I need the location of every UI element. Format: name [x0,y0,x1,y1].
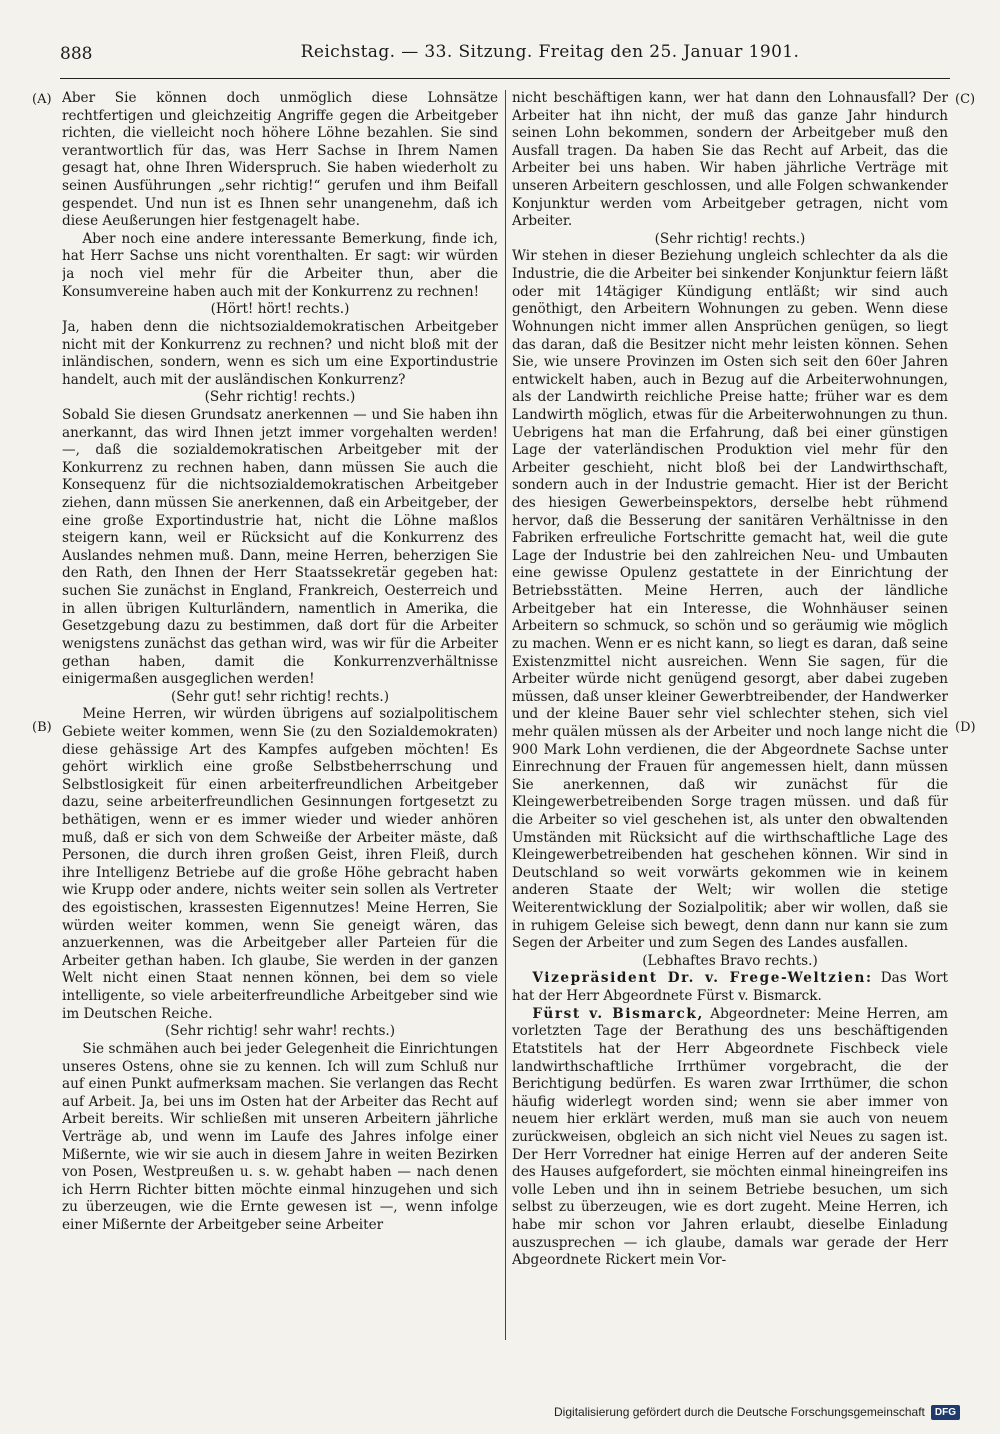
speech-text: Abgeordneter: Meine Herren, am vorletzten Tage der Berathung des uns beschäftigenden Etatstitels hat der Herr Abgeordnete Fischbeck viele landwirthschaftliche Irrthümer vorgebracht, die der Berichtigung bedürfen. Es waren zwar Irrthümer, die schon häufig widerlegt worden sind; wenn sie aber immer von neuem hier erklärt werden, muß man sie auch von neuem zurückweisen, obgleich an sich nicht viel Neues zu sagen ist. Der Herr Vorredner hat einige Herren auf der anderen Seite des Hauses aufgefordert, sie möchten einmal hineingreifen ins volle Leben und ihn in seinem Betriebe besuchen, um sich selbst zu überzeugen, wie es dort zugeht. Meine Herren, ich habe mir schon vor Jahren erlaubt, dieselbe Einladung auszusprechen — ich glaube, damals war gerade der Herr Abgeordnete Rickert mein Vor- [512,1005,948,1269]
paragraph: nicht beschäftigen kann, wer hat dann den Lohnausfall? Der Arbeiter hat ihn nicht, der muß das ganze Jahr hindurch seinen Lohn bekommen, sondern der Arbeitgeber muß den Ausfall tragen. Da haben Sie das Recht auf Arbeit, das die Arbeiter bei uns haben. Wir haben jährliche Verträge mit unseren Arbeitern geschlossen, und alle Folgen schwankender Konjunktur werden vom Arbeitgeber getragen, nicht vom Arbeiter. [512,90,948,230]
margin-mark-c: (C) [955,92,976,107]
speech-bismarck [512,1006,948,1270]
digitization-credit: Digitalisierung gefördert durch die Deutsche Forschungsgemeinschaft [554,1405,925,1419]
header-rule [60,78,950,79]
margin-mark-b: (B) [32,720,52,735]
interjection: (Sehr richtig! rechts.) [654,230,806,247]
right-column [512,90,948,1344]
paragraph: Sie schmähen auch bei jeder Gelegenheit die Einrichtungen unseres Ostens, ohne sie zu kennen. Ich will zum Schluß nur auf einen Punkt aufmerksam machen. Sie verlangen das Recht auf Arbeit. Ja, bei uns im Osten hat der Arbeiter das Recht auf Arbeit bereits. Wir schließen mit unseren Arbeitern jährliche Verträge ab, und wenn im Laufe des Jahres infolge einer Mißernte, wie wir sie auch in diesem Jahre in weiten Bezirken von Posen, Westpreußen u. s. w. gehabt haben — nach denen ich Herrn Richter bitten möchte einmal hinzugehen und sich zu überzeugen, wie die Ernte gewesen ist —, wenn infolge einer Mißernte der Arbeitgeber seine Arbeiter [62,1040,498,1233]
page-number: 888 [60,44,93,64]
speech-text: Das Wort hat der Herr Abgeordnete Fürst v. Bismarck. [512,970,948,1005]
interjection: (Sehr richtig! sehr wahr! rechts.) [164,1023,396,1040]
column-divider [505,90,506,1340]
interjection: (Sehr richtig! rechts.) [204,389,356,406]
footer-credit [554,1402,960,1422]
margin-mark-d: (D) [955,720,976,735]
paragraph: Wir stehen in dieser Beziehung ungleich schlechter da als die Industrie, die die Arbeiter bei sinkender Konjunktur feiern läßt oder mit 14tägiger Kündigung entläßt; wir sind auch genöthigt, den Arbeitern Wohnungen zu geben. Wenn diese Wohnungen nicht immer allen Ansprüchen genügen, so liegt das daran, daß die Besitzer nicht mehr leisten können. Sehen Sie, wie unsere Provinzen im Osten sich seit den 60er Jahren entwickelt haben, auch in Bezug auf die Arbeiterwohnungen, als der Landwirth reichliche Preise hatte; früher war es dem Landwirth möglich, etwas für die Arbeiterwohnungen zu thun. Uebrigens hat man die Erfahrung, daß bei einer günstigen Lage der vaterländischen Produktion viel mehr für den Arbeiter geschieht, nicht bloß bei der Landwirthschaft, sondern auch in der Industrie gemacht. Hier ist der Bericht des hiesigen Gewerbeinspektors, derselbe hebt rühmend hervor, daß die Besserung der sanitären Verhältnisse in den Fabriken erfreuliche Fortschritte gemacht hat, weil die gute Lage der Industrie bei den zahlreichen Neu- und Umbauten eine gewisse Opulenz gestattete in der Einrichtung der Betriebsstätten. Meine Herren, auch der ländliche Arbeitgeber hat ein Interesse, die Wohnhäuser seinen Arbeitern so schmuck, so schön und so geräumig wie möglich zu machen. Wenn er es nicht kann, so liegt es daran, daß seine Existenzmittel nicht ausreichen. Wenn Sie sagen, für die Arbeiter würde nicht genügend gesorgt, aber dabei zugeben müssen, daß unser kleiner Gewerbtreibender, der Handwerker und der kleine Bauer sehr viel schlechter stehen, sich viel mehr quälen müssen als der Arbeiter und noch lange nicht die 900 Mark Lohn verdienen, die der Abgeordnete Sachse unter Einrechnung der Frauen für angemessen hielt, dann müssen Sie anerkennen, daß wir zunächst für die Kleingewerbetreibenden Sorge tragen müssen. und daß für die Arbeiter so viel geschehen ist, als unter den obwaltenden Umständen mit Rücksicht auf die wirthschaftliche Lage des Kleingewerbetreibenden hat geschehen können. Wir sind in Deutschland so weit vorwärts gekommen wie in keinem anderen Staate der Welt; wir wollen die stetige Weiterentwicklung der Sozialpolitik; aber wir wollen, daß sie in ruhigem Geleise sich bewegt, denn dann nur kann sie zum Segen der Arbeiter und zum Segen des Landes ausfallen. [512,248,948,952]
margin-mark-a: (A) [32,92,52,107]
paragraph: Ja, haben denn die nichtsozialdemokratischen Arbeitgeber nicht mit der Konkurrenz zu rechnen? und nicht bloß mit der inländischen, sondern, wenn es sich um eine Exportindustrie handelt, auch mit der ausländischen Konkurrenz? [62,318,498,388]
interjection: (Hört! hört! rechts.) [210,301,350,318]
left-column [62,90,498,1344]
speech-vizepraesident [512,970,948,1005]
speaker-name: Vizepräsident Dr. v. Frege-Weltzien: [532,970,873,987]
dfg-logo-icon: DFG [931,1405,960,1420]
running-head: Reichstag. — 33. Sitzung. Freitag den 25. Januar 1901. [300,42,800,62]
paragraph: Aber Sie können doch unmöglich diese Lohnsätze rechtfertigen und gleichzeitig Angriffe gegen die Arbeitgeber richten, die vielleicht noch höhere Löhne bezahlen. Sie sind verantwortlich für das, was Herr Sachse in Ihrem Namen gesagt hat, ohne Ihren Widerspruch. Sie haben wiederholt zu seinen Ausführungen „sehr richtig!“ gerufen und ihm Beifall gespendet. Und nun ist es Ihnen sehr unangenehm, daß ich diese Aeußerungen hier festgenagelt habe. [62,90,498,230]
paragraph: Aber noch eine andere interessante Bemerkung, finde ich, hat Herr Sachse uns nicht vorenthalten. Er sagt: wir würden ja noch viel mehr für die Arbeiter thun, aber die Konsumvereine haben auch mit der Konkurrenz zu rechnen! [62,230,498,300]
speaker-name: Fürst v. Bismarck, [532,1005,704,1022]
paragraph: Sobald Sie diesen Grundsatz anerkennen — und Sie haben ihn anerkannt, das wird Ihnen jetzt immer vorgehalten werden! —, daß die sozialdemokratischen Arbeitgeber mit der Konkurrenz zu rechnen haben, dann müssen Sie auch die Konsequenz für die nichtsozialdemokratischen Arbeitgeber ziehen, dann müssen Sie anerkennen, daß ein Arbeitgeber, der eine große Exportindustrie hat, nicht die Löhne maßlos steigern kann, weil er Rücksicht auf die Konkurrenz des Auslandes nehmen muß. Dann, meine Herren, beherzigen Sie den Rath, den Ihnen der Herr Staatssekretär gegeben hat: suchen Sie zunächst in England, Frankreich, Oesterreich und in allen übrigen Kulturländern, namentlich in Amerika, die Gesetzgebung dazu zu bestimmen, daß dort für die Arbeiter wenigstens zunächst das gethan wird, was wir für die Arbeiter gethan haben, damit die Konkurrenzverhältnisse einigermaßen ausgeglichen werden! [62,406,498,688]
interjection: (Lebhaftes Bravo rechts.) [642,952,818,969]
page-header [60,40,950,80]
paragraph: Meine Herren, wir würden übrigens auf sozialpolitischem Gebiete weiter kommen, wenn Sie (zu den Sozialdemokraten) diese gehässige Art des Kampfes aufgeben möchten! Es gehört wirklich eine große Selbstbeherrschung und Selbstlosigkeit für einen arbeiterfreundlichen Arbeitgeber dazu, seine arbeiterfreundlichen Gesinnungen fortgesetzt zu bethätigen, wenn er es immer wieder und wieder anhören muß, daß er sich von dem Schweiße der Arbeiter mäste, daß Personen, die durch ihren großen Geist, ihren Fleiß, durch ihre Intelligenz Betriebe auf die große Höhe gebracht haben wie Krupp oder andere, nichts weiter sein sollen als Vertreter des egoistischen, krassesten Eigennutzes! Meine Herren, Sie würden weiter kommen, wenn Sie geneigt wären, das anzuerkennen, was die Arbeitgeber aller Parteien für die Arbeiter gethan haben. Ich glaube, Sie werden in der ganzen Welt nicht einen Staat nennen können, bei dem so viele intelligente, so viele arbeiterfreundliche Arbeitgeber sind wie im Deutschen Reiche. [62,706,498,1022]
interjection: (Sehr gut! sehr richtig! rechts.) [170,688,390,705]
